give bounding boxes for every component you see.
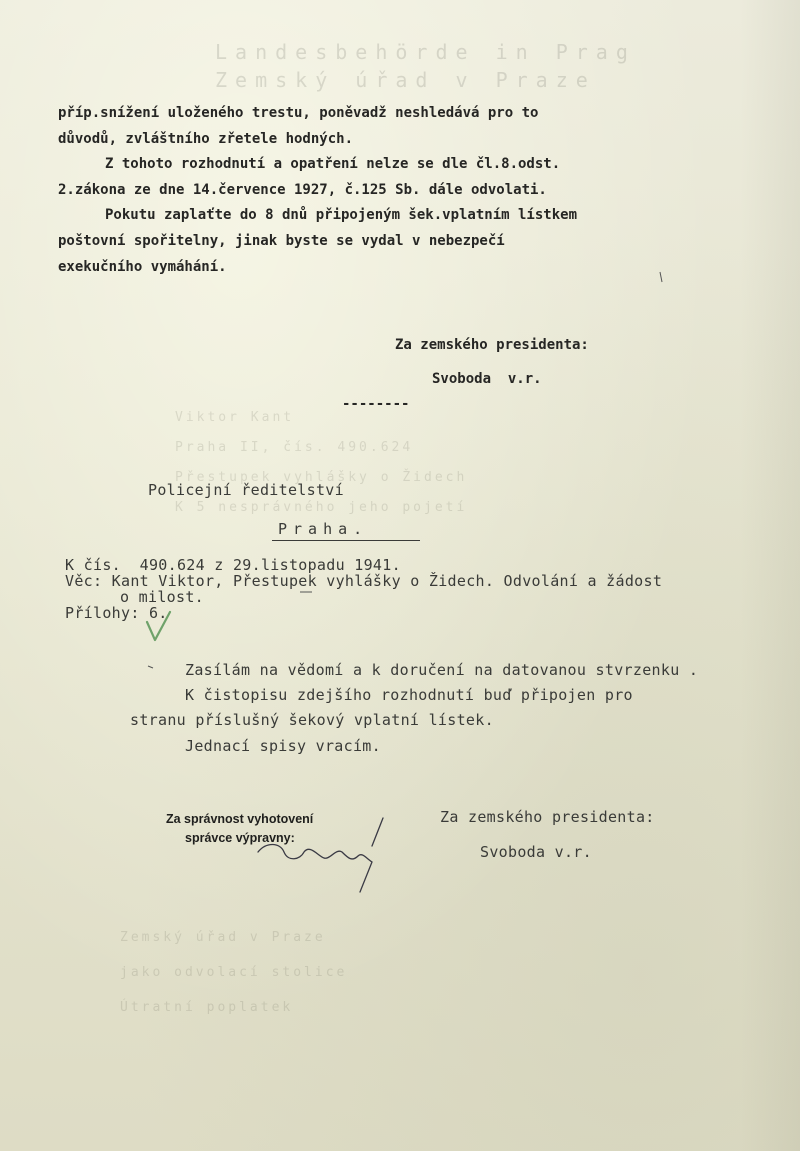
paragraph-line: Pokutu zaplaťte do 8 dnů připojeným šek.vplatním lístkem	[105, 207, 578, 223]
bleed-header-line2: Zemský úřad v Praze	[215, 68, 596, 92]
body-line: Zasílám na vědomí a k doručení na datovanou stvrzenku .	[185, 661, 699, 679]
recipient: Policejní ředitelství	[148, 481, 344, 499]
bleed-line: Viktor Kant	[175, 410, 295, 425]
bleed-line: Přestupek vyhlášky o Židech	[175, 470, 468, 485]
subject-line: o milost.	[120, 588, 204, 606]
body-line: stranu příslušný šekový vplatní lístek.	[130, 711, 494, 729]
paragraph-line: Z tohoto rozhodnutí a opatření nelze se dle čl.8.odst.	[105, 156, 561, 172]
stamp-line: Za správnost vyhotovení	[166, 812, 314, 826]
handwritten-signature	[258, 818, 383, 892]
attachments: Přílohy: 6.	[65, 604, 168, 622]
signature-name: Svoboda v.r.	[432, 371, 542, 387]
pencil-mark	[148, 666, 153, 668]
paragraph-line: poštovní spořitelny, jinak byste se vydal v nebezpečí	[58, 233, 505, 249]
body-line: Jednací spisy vracím.	[185, 737, 381, 755]
bleed-line: K 5 nesprávného jeho pojetí	[175, 500, 468, 515]
subject-line: Věc: Kant Viktor, Přestupek vyhlášky o Židech. Odvolání a žádost	[65, 572, 663, 590]
bleed-line: jako odvolací stolice	[120, 965, 348, 980]
paragraph-line: 2.zákona ze dne 14.července 1927, č.125 Sb. dále odvolati.	[58, 182, 547, 198]
signature-lead: Za zemského presidenta:	[440, 808, 655, 826]
paragraph-line: důvodů, zvláštního zřetele hodných.	[58, 131, 354, 147]
green-check-mark	[147, 612, 170, 640]
paragraph-line: exekučního vymáhání.	[58, 259, 227, 275]
pencil-mark	[660, 272, 662, 282]
reference-number: K čís. 490.624 z 29.listopadu 1941.	[65, 556, 401, 574]
paragraph-line: příp.snížení uloženého trestu, poněvadž neshledává pro to	[58, 105, 539, 121]
bleed-header-line1: Landesbehörde in Prag	[215, 40, 636, 64]
signature-name: Svoboda v.r.	[480, 843, 592, 861]
bleed-line: Zemský úřad v Praze	[120, 930, 326, 945]
bleed-line: Útratní poplatek	[120, 1000, 294, 1015]
recipient-city: Praha.	[278, 520, 369, 538]
body-line: K čistopisu zdejšího rozhodnutí buď připojen pro	[185, 686, 633, 704]
signature-lead: Za zemského presidenta:	[395, 337, 589, 353]
stamp-line: správce výpravny:	[185, 831, 295, 845]
separator-line: --------	[342, 396, 410, 412]
bleed-line: Praha II, čís. 490.624	[175, 440, 414, 455]
